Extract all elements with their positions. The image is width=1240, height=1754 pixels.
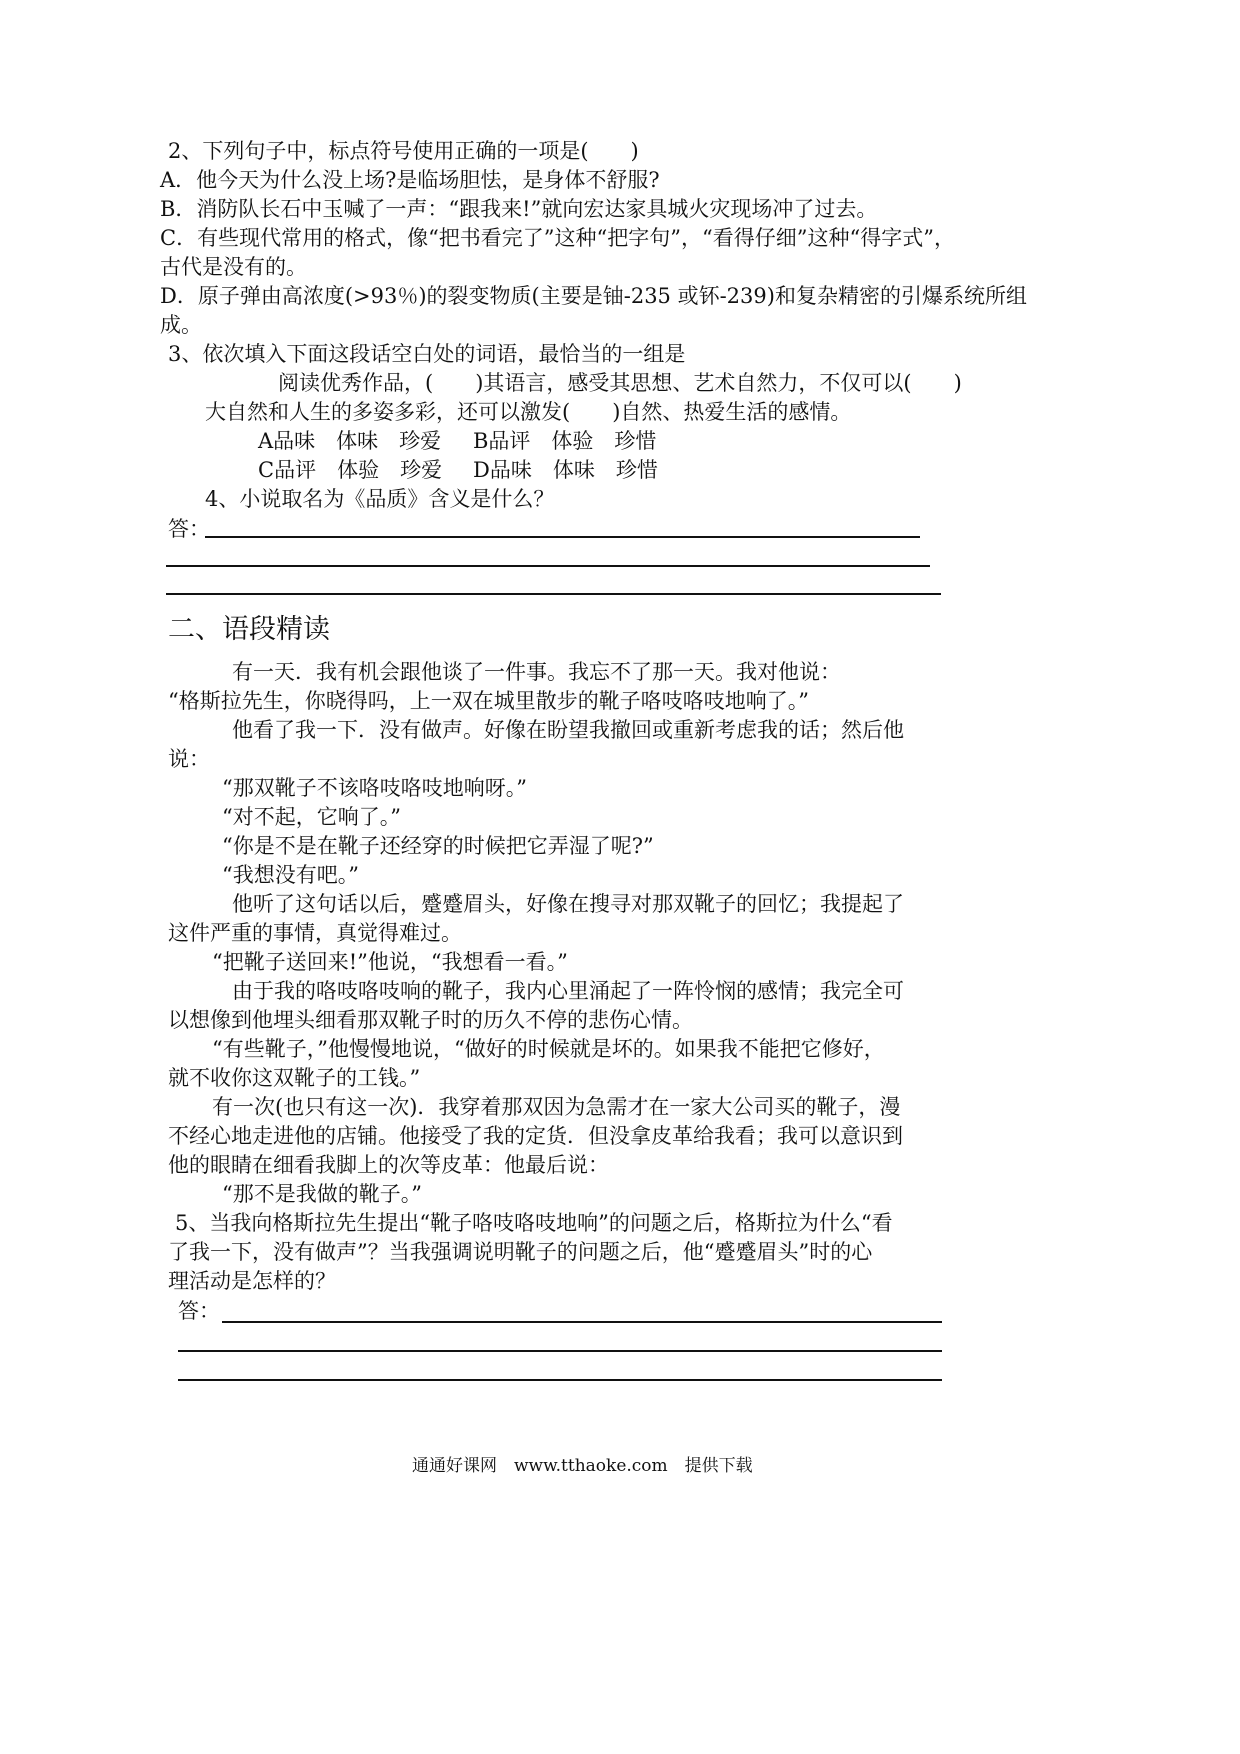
q3-passage-line1: 阅读优秀作品，( )其语言，感受其思想、艺术自然力，不仅可以( )	[278, 371, 962, 395]
passage-line: “格斯拉先生，你晓得吗，上一双在城里散步的靴子咯吱咯吱地响了。”	[168, 689, 809, 713]
passage-line: “那不是我做的靴子。”	[222, 1182, 422, 1206]
passage-line: 由于我的咯吱咯吱响的靴子，我内心里涌起了一阵怜悯的感情；我完全可	[232, 979, 904, 1003]
q3-option-a: A品味 体味 珍爱	[258, 429, 442, 453]
q5-line-3: 理活动是怎样的？	[168, 1269, 336, 1293]
q4-answer-line-2	[166, 565, 930, 567]
q4-answer-line-1	[205, 536, 920, 538]
passage-line: 这件严重的事情，真觉得难过。	[168, 921, 462, 945]
q4-answer-label: 答：	[168, 517, 210, 541]
passage-line: 有一天．我有机会跟他谈了一件事。我忘不了那一天。我对他说：	[232, 660, 841, 684]
q2-stem: 2、下列句子中，标点符号使用正确的一项是( )	[168, 139, 639, 163]
passage-line: “那双靴子不该咯吱咯吱地响呀。”	[222, 776, 527, 800]
passage-line: 以想像到他埋头细看那双靴子时的历久不停的悲伤心情。	[168, 1008, 693, 1032]
q3-option-b: B品评 体验 珍惜	[473, 429, 657, 453]
q4-stem: 4、小说取名为《品质》含义是什么？	[205, 487, 555, 511]
passage-line: 说：	[168, 747, 210, 771]
passage-line: 他的眼睛在细看我脚上的次等皮革：他最后说：	[168, 1153, 609, 1177]
q2-option-b: B．消防队长石中玉喊了一声：“跟我来!”就向宏达家具城火灾现场冲了过去。	[160, 197, 878, 221]
q2-option-c-cont: 古代是没有的。	[160, 255, 307, 279]
q2-option-c: C．有些现代常用的格式，像“把书看完了”这种“把字句”，“看得仔细”这种“得字式”，	[160, 226, 955, 250]
q2-option-d: D．原子弹由高浓度(>93％)的裂变物质(主要是铀-235 或钚-239)和复杂精密的引爆系统所组	[160, 284, 1027, 308]
q3-option-row-2	[258, 455, 658, 485]
passage-line: 有一次(也只有这一次)．我穿着那双因为急需才在一家大公司买的靴子，漫	[212, 1095, 901, 1119]
passage-line: “我想没有吧。”	[222, 863, 359, 887]
footer-credit: 通通好课网 www.tthaoke.com 提供下载	[412, 1456, 753, 1476]
section-title: 二、语段精读	[168, 614, 330, 645]
q5-answer-label: 答：	[178, 1299, 220, 1323]
q5-answer-line-3	[178, 1379, 942, 1381]
q2-option-a: A．他今天为什么没上场?是临场胆怯，是身体不舒服?	[160, 168, 660, 192]
passage-line: “有些靴子，”他慢慢地说，“做好的时候就是坏的。如果我不能把它修好，	[212, 1037, 885, 1061]
q3-option-d: D品味 体味 珍惜	[473, 458, 658, 482]
q5-answer-line-2	[178, 1350, 942, 1352]
q4-answer-line-3	[166, 593, 941, 595]
passage-line: “你是不是在靴子还经穿的时候把它弄湿了呢?”	[222, 834, 654, 858]
q3-stem: 3、依次填入下面这段话空白处的词语，最恰当的一组是	[168, 342, 686, 366]
q5-line-2: 了我一下，没有做声”？当我强调说明靴子的问题之后，他“蹙蹙眉头”时的心	[168, 1240, 873, 1264]
q5-answer-line-1	[222, 1321, 942, 1323]
q5-line-1: 5、当我向格斯拉先生提出“靴子咯吱咯吱地响”的问题之后，格斯拉为什么“看	[175, 1211, 893, 1235]
q3-passage-line2: 大自然和人生的多姿多彩，还可以激发( )自然、热爱生活的感情。	[205, 400, 852, 424]
passage-line: “对不起，它响了。”	[222, 805, 401, 829]
passage-line: 就不收你这双靴子的工钱。”	[168, 1066, 421, 1090]
q3-option-c: C品评 体验 珍爱	[258, 458, 443, 482]
passage-line: “把靴子送回来!”他说，“我想看一看。”	[212, 950, 568, 974]
passage-line: 不经心地走进他的店铺。他接受了我的定货．但没拿皮革给我看；我可以意识到	[168, 1124, 903, 1148]
passage-line: 他听了这句话以后，蹙蹙眉头，好像在搜寻对那双靴子的回忆；我提起了	[232, 892, 904, 916]
q3-option-row-1	[258, 426, 656, 456]
q2-option-d-cont: 成。	[160, 313, 202, 337]
passage-line: 他看了我一下．没有做声。好像在盼望我撤回或重新考虑我的话；然后他	[232, 718, 904, 742]
